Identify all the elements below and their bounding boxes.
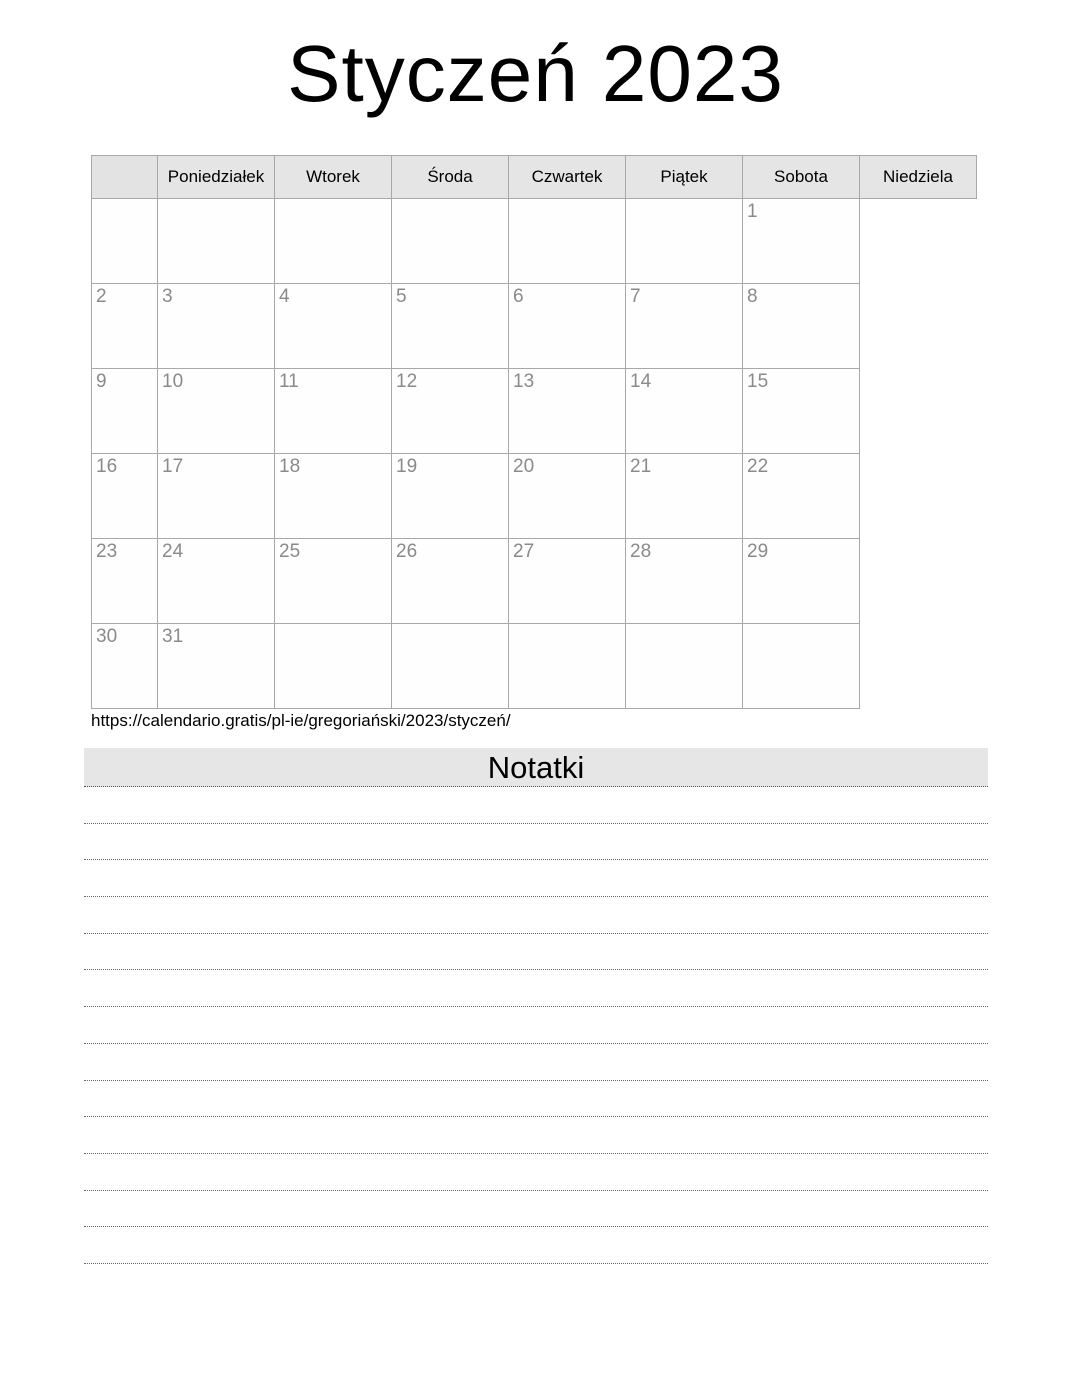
day-cell: 7 bbox=[626, 284, 743, 369]
notes-line bbox=[84, 1044, 988, 1081]
week-row bbox=[92, 624, 977, 709]
day-cell bbox=[743, 624, 860, 709]
day-cell: 9 bbox=[92, 369, 158, 454]
notes-line bbox=[84, 824, 988, 861]
week-row bbox=[92, 369, 977, 454]
notes-line bbox=[84, 1154, 988, 1191]
day-cell: 31 bbox=[158, 624, 275, 709]
day-cell bbox=[158, 199, 275, 284]
day-cell: 29 bbox=[743, 539, 860, 624]
day-cell: 27 bbox=[509, 539, 626, 624]
week-row bbox=[92, 199, 977, 284]
day-cell bbox=[92, 199, 158, 284]
week-row bbox=[92, 454, 977, 539]
day-cell: 15 bbox=[743, 369, 860, 454]
notes-line bbox=[84, 1191, 988, 1228]
day-cell: 30 bbox=[92, 624, 158, 709]
day-cell: 3 bbox=[158, 284, 275, 369]
day-header-niedziela: Niedziela bbox=[860, 156, 977, 199]
day-cell: 11 bbox=[275, 369, 392, 454]
notes-line bbox=[84, 1117, 988, 1154]
notes-line bbox=[84, 1081, 988, 1118]
day-cell bbox=[392, 624, 509, 709]
day-cell: 22 bbox=[743, 454, 860, 539]
day-cell: 6 bbox=[509, 284, 626, 369]
notes-line bbox=[84, 934, 988, 971]
day-cell bbox=[275, 624, 392, 709]
day-header-sroda: Środa bbox=[392, 156, 509, 199]
day-cell: 4 bbox=[275, 284, 392, 369]
week-gutter bbox=[92, 156, 158, 199]
notes-line bbox=[84, 897, 988, 934]
notes-title: Notatki bbox=[487, 750, 585, 785]
calendar-table bbox=[91, 155, 977, 709]
day-cell: 12 bbox=[392, 369, 509, 454]
notes-line bbox=[84, 787, 988, 824]
day-cell: 8 bbox=[743, 284, 860, 369]
page-title: Styczeń 2023 bbox=[287, 29, 784, 118]
day-cell bbox=[509, 199, 626, 284]
day-cell: 25 bbox=[275, 539, 392, 624]
day-cell: 5 bbox=[392, 284, 509, 369]
day-cell: 18 bbox=[275, 454, 392, 539]
day-cell bbox=[626, 199, 743, 284]
day-cell bbox=[275, 199, 392, 284]
day-cell: 26 bbox=[392, 539, 509, 624]
day-cell: 1 bbox=[743, 199, 860, 284]
notes-line bbox=[84, 860, 988, 897]
notes-lines-area bbox=[84, 787, 988, 1264]
day-cell: 19 bbox=[392, 454, 509, 539]
notes-line bbox=[84, 1007, 988, 1044]
day-header-piatek: Piątek bbox=[626, 156, 743, 199]
day-header-wtorek: Wtorek bbox=[275, 156, 392, 199]
day-cell: 14 bbox=[626, 369, 743, 454]
day-cell bbox=[392, 199, 509, 284]
notes-line bbox=[84, 1227, 988, 1264]
day-cell: 23 bbox=[92, 539, 158, 624]
day-cell: 17 bbox=[158, 454, 275, 539]
day-cell: 16 bbox=[92, 454, 158, 539]
day-cell bbox=[626, 624, 743, 709]
week-row bbox=[92, 539, 977, 624]
day-cell: 10 bbox=[158, 369, 275, 454]
week-row bbox=[92, 284, 977, 369]
day-header-sobota: Sobota bbox=[743, 156, 860, 199]
notes-header-band bbox=[84, 748, 988, 787]
day-cell: 21 bbox=[626, 454, 743, 539]
day-cell: 28 bbox=[626, 539, 743, 624]
day-cell: 13 bbox=[509, 369, 626, 454]
source-url-text: https://calendario.gratis/pl-ie/gregoriański/2023/styczeń/ bbox=[91, 711, 511, 730]
day-cell: 24 bbox=[158, 539, 275, 624]
day-cell: 20 bbox=[509, 454, 626, 539]
day-cell: 2 bbox=[92, 284, 158, 369]
day-header-czwartek: Czwartek bbox=[509, 156, 626, 199]
notes-line bbox=[84, 970, 988, 1007]
day-cell bbox=[509, 624, 626, 709]
day-header-poniedzialek: Poniedziałek bbox=[158, 156, 275, 199]
weekday-header-row bbox=[92, 156, 977, 199]
